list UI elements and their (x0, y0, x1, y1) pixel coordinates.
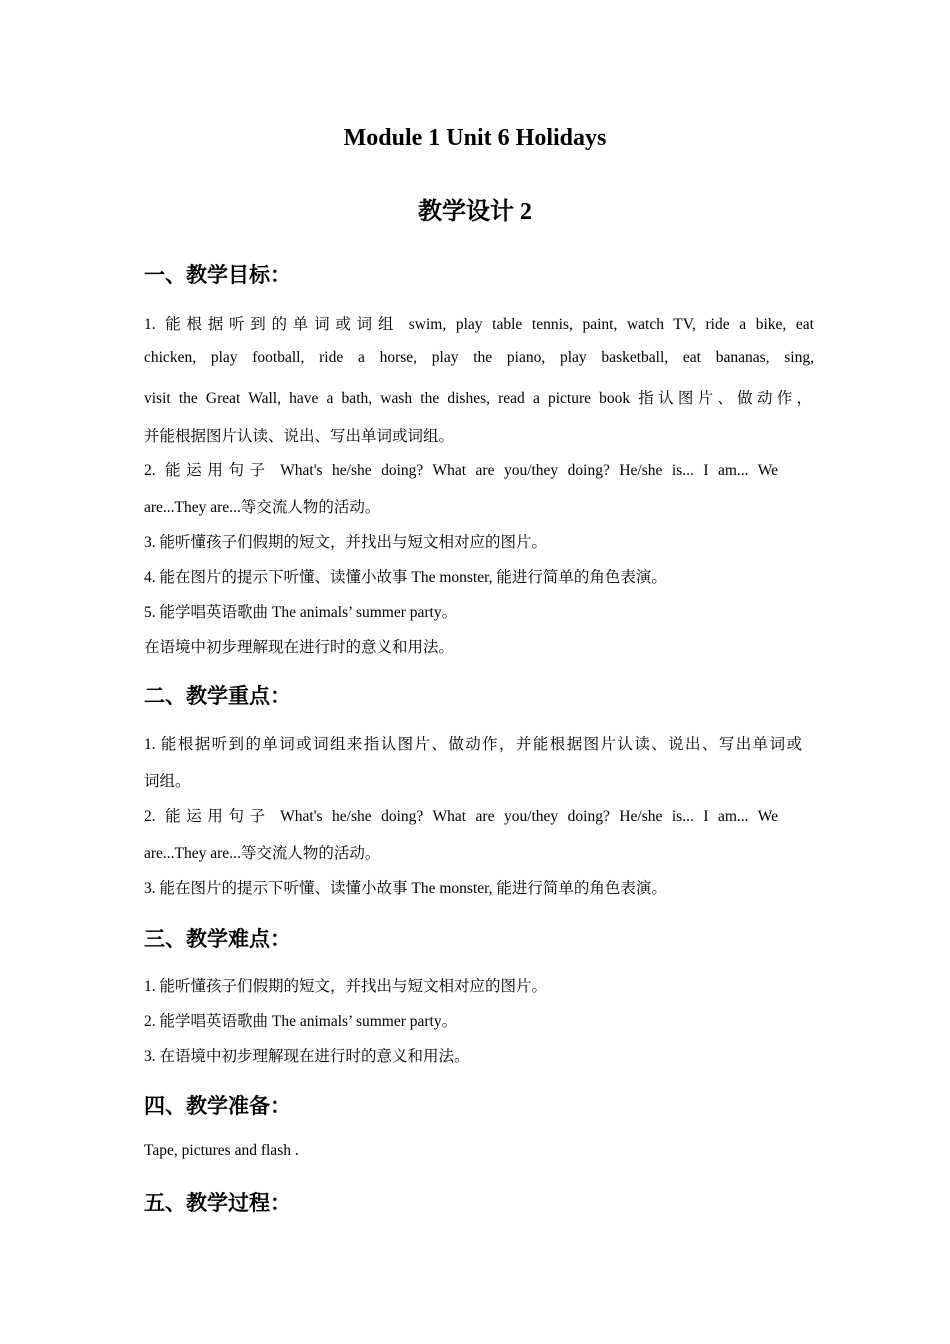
difficulties-line: 3. 在语境中初步理解现在进行时的意义和用法。 (144, 1048, 470, 1065)
objectives-line: 3. 能听懂孩子们假期的短文，并找出与短文相对应的图片。 (144, 534, 548, 551)
key-points-line: 1. 能根据听到的单词或词组来指认图片、做动作，并能根据图片认读、说出、写出单词或 (144, 736, 802, 753)
section-heading-preparation: 四、教学准备： (144, 1094, 291, 1118)
document-subtitle: 教学设计 2 (418, 199, 532, 225)
section-heading-process: 五、教学过程： (144, 1191, 291, 1215)
section-heading-key-points: 二、教学重点： (144, 684, 291, 708)
preparation-line: Tape, pictures and flash . (144, 1142, 299, 1159)
objectives-line: 并能根据图片认读、说出、写出单词或词组。 (144, 428, 455, 445)
key-points-line: 3. 能在图片的提示下听懂、读懂小故事 The monster, 能进行简单的角色表演。 (144, 880, 667, 897)
key-points-line: are...They are...等交流人物的活动。 (144, 845, 381, 862)
objectives-line: 1. 能根据听到的单词或词组 swim, play table tennis, paint, watch TV, ride a bike, eat (144, 316, 814, 333)
objectives-line: 2. 能运用句子 What's he/she doing? What are you/they doing? He/she is... I am... We (144, 462, 778, 479)
key-points-line: 词组。 (144, 773, 191, 790)
key-points-line: 2. 能运用句子 What's he/she doing? What are you/they doing? He/she is... I am... We (144, 808, 778, 825)
objectives-line: visit the Great Wall, have a bath, wash the dishes, read a picture book 指认图片、做动作， (144, 390, 812, 407)
objectives-line: 在语境中初步理解现在进行时的意义和用法。 (144, 639, 455, 656)
objectives-line: chicken, play football, ride a horse, play the piano, play basketball, eat bananas, sing, (144, 349, 814, 366)
section-heading-objectives: 一、教学目标： (144, 263, 291, 287)
document-title: Module 1 Unit 6 Holidays (343, 125, 607, 151)
difficulties-line: 1. 能听懂孩子们假期的短文，并找出与短文相对应的图片。 (144, 978, 548, 995)
objectives-line: 4. 能在图片的提示下听懂、读懂小故事 The monster, 能进行简单的角色表演。 (144, 569, 667, 586)
section-heading-difficulties: 三、教学难点： (144, 927, 291, 951)
objectives-line: 5. 能学唱英语歌曲 The animals’ summer party。 (144, 604, 458, 621)
difficulties-line: 2. 能学唱英语歌曲 The animals’ summer party。 (144, 1013, 458, 1030)
objectives-line: are...They are...等交流人物的活动。 (144, 499, 381, 516)
